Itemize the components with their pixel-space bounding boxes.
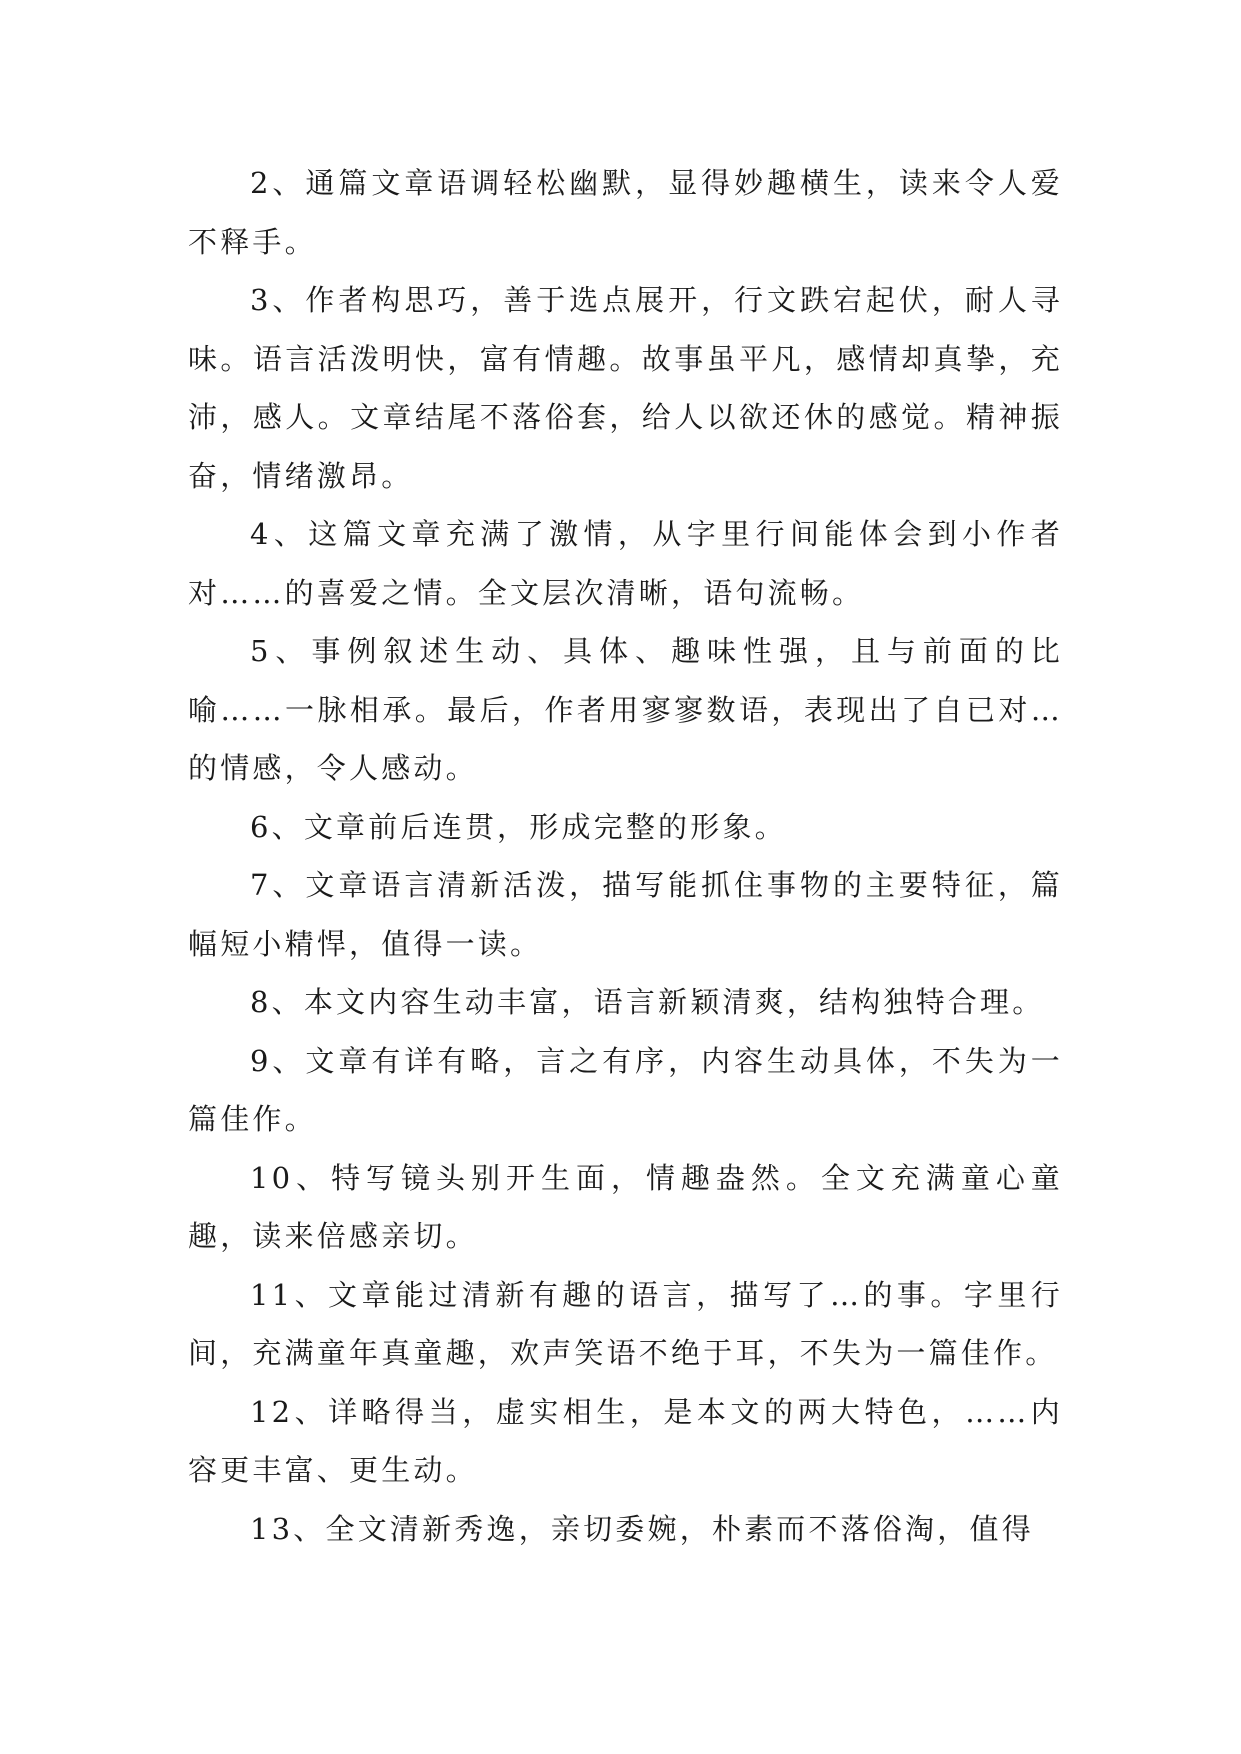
paragraph-13: 13、全文清新秀逸，亲切委婉，朴素而不落俗淘，值得 <box>250 1511 1034 1546</box>
paragraph-2: 2、通篇文章语调轻松幽默，显得妙趣横生，读来令人爱不释手。 <box>188 166 1063 259</box>
paragraph-10: 10、特写镜头别开生面，情趣盎然。全文充满童心童趣，读来倍感亲切。 <box>188 1160 1063 1253</box>
paragraph-8: 8、本文内容生动丰富，语言新颖清爽，结构独特合理。 <box>250 985 1045 1019</box>
paragraph-3: 3、作者构思巧，善于选点展开，行文跌宕起伏，耐人寻味。语言活泼明快，富有情趣。故事虽平凡，感情却真挚，充沛，感人。文章结尾不落俗套，给人以欲还休的感觉。精神振奋，情绪激昂。 <box>188 283 1063 493</box>
paragraph-7: 7、文章语言清新活泼，描写能抓住事物的主要特征，篇幅短小精悍，值得一读。 <box>188 868 1063 961</box>
paragraph-4: 4、这篇文章充满了激情，从字里行间能体会到小作者对……的喜爱之情。全文层次清晰，语句流畅。 <box>188 517 1063 610</box>
paragraph-6: 6、文章前后连贯，形成完整的形象。 <box>250 809 787 844</box>
paragraph-11: 11、文章能过清新有趣的语言，描写了…的事。字里行间，充满童年真童趣，欢声笑语不绝于耳，不失为一篇佳作。 <box>188 1277 1063 1370</box>
document-body <box>188 154 1063 1558</box>
paragraph-12: 12、详略得当，虚实相生，是本文的两大特色，……内容更丰富、更生动。 <box>188 1394 1063 1487</box>
paragraph-5: 5、事例叙述生动、具体、趣味性强，且与前面的比喻……一脉相承。最后，作者用寥寥数语，表现出了自已对…的情感，令人感动。 <box>188 634 1063 785</box>
paragraph-9: 9、文章有详有略，言之有序，内容生动具体，不失为一篇佳作。 <box>188 1043 1063 1136</box>
